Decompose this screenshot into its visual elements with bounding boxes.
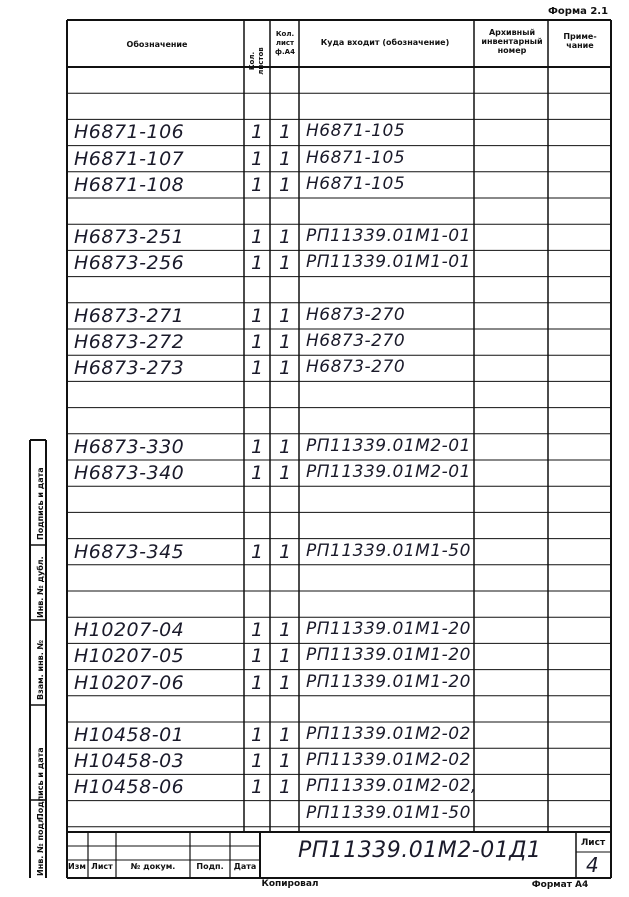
row-sheets-count: 1 (250, 540, 264, 563)
row-sheets-count: 1 (250, 121, 264, 144)
row-sheets-a4: 1 (278, 645, 292, 668)
row-where-used: РП11339.01М1-50 (306, 540, 471, 561)
row-sheets-a4: 1 (278, 121, 292, 144)
row-sheets-a4: 1 (278, 173, 292, 196)
row-sheets-a4: 1 (278, 750, 292, 773)
footer-format: Формат А4 (531, 880, 589, 890)
row-sheets-count: 1 (250, 173, 264, 196)
header-archive-no: Архивный инвентарный номер (481, 28, 543, 55)
row-where-used: Н6873-270 (306, 304, 406, 325)
row-designation: Н6873-340 (74, 462, 185, 484)
row-where-used: РП11339.01М1-20 (306, 645, 471, 666)
row-sheets-count: 1 (250, 435, 264, 458)
row-designation: Н10207-04 (74, 619, 185, 642)
row-where-used: РП11339.01М2-01 (306, 462, 471, 482)
row-sheets-a4: 1 (278, 435, 292, 458)
header-designation: Обозначение (126, 40, 188, 49)
row-sheets-count: 1 (250, 147, 264, 170)
side-label-sign-date-1: Подпись и дата (36, 467, 45, 540)
row-sheets-a4: 1 (278, 331, 292, 353)
stamp-list: Лист (91, 862, 113, 871)
stamp-sign: Подп. (196, 862, 224, 871)
row-where-used: РП11339.01М1-01 (306, 226, 471, 247)
header-note: Приме- чание (563, 32, 597, 50)
document-code: РП11339.01М2-01Д1 (298, 838, 542, 863)
row-sheets-count: 1 (250, 724, 264, 746)
stamp-date: Дата (233, 862, 257, 871)
row-where-used: РП11339.01М1-20 (306, 671, 471, 692)
row-sheets-a4: 1 (278, 357, 292, 380)
row-designation: Н10207-06 (74, 671, 185, 694)
row-designation: Н6873-271 (74, 304, 185, 327)
stamp-sheet-number: 4 (586, 853, 600, 877)
row-designation: Н6873-272 (74, 331, 185, 353)
header-sheets-count (248, 44, 266, 78)
row-sheets-count: 1 (250, 671, 264, 694)
row-sheets-count: 1 (250, 462, 264, 484)
row-sheets-count: 1 (250, 357, 264, 380)
row-sheets-count: 1 (250, 750, 264, 773)
row-sheets-count: 1 (250, 304, 264, 327)
stamp-izm: Изм (68, 862, 86, 871)
side-label-sign-date-2: Подпись и дата (36, 747, 45, 820)
row-where-used: Н6871-105 (306, 173, 406, 194)
row-designation: Н6873-330 (74, 435, 185, 458)
header-sheets-count-text: Кол. листов (248, 47, 265, 75)
row-designation: Н6871-108 (74, 173, 185, 196)
row-designation: Н10207-05 (74, 645, 185, 668)
row-designation: Н10458-03 (74, 750, 185, 773)
stamp-sheet-label: Лист (580, 838, 606, 848)
stamp-doc-no: № докум. (130, 862, 176, 871)
row-sheets-a4: 1 (278, 619, 292, 642)
row-sheets-a4: 1 (278, 252, 292, 275)
row-designation: Н6871-106 (74, 121, 185, 144)
row-sheets-count: 1 (250, 619, 264, 642)
row-designation: Н6873-251 (74, 226, 185, 249)
row-designation: Н6873-345 (74, 540, 185, 563)
row-where-used: РП11339.01М2-01 (306, 435, 471, 456)
row-where-used: РП11339.01М1-20 (306, 619, 471, 640)
row-sheets-count: 1 (250, 645, 264, 668)
row-sheets-a4: 1 (278, 540, 292, 563)
row-where-used: РП11339.01М2-02 (306, 750, 471, 771)
row-where-used: Н6871-105 (306, 121, 406, 142)
row-sheets-a4: 1 (278, 226, 292, 249)
row-designation: Н6873-256 (74, 252, 185, 275)
row-designation: Н10458-01 (74, 724, 185, 746)
row-where-used: РП11339.01М1-50 (306, 802, 471, 823)
footer-copied: Копировал (261, 879, 319, 889)
row-sheets-count: 1 (250, 331, 264, 353)
row-sheets-count: 1 (250, 776, 264, 799)
row-designation: Н6871-107 (74, 147, 185, 170)
header-where-used: Куда входит (обозначение) (320, 38, 450, 47)
row-sheets-count: 1 (250, 226, 264, 249)
row-sheets-a4: 1 (278, 304, 292, 327)
row-sheets-a4: 1 (278, 776, 292, 799)
row-designation: Н10458-06 (74, 776, 185, 799)
row-designation: Н6873-273 (74, 357, 185, 380)
side-label-inv-dubl: Инв. № дубл. (36, 556, 45, 618)
row-where-used: РП11339.01М2-02 (306, 724, 471, 744)
row-where-used: Н6873-270 (306, 331, 406, 351)
header-sheets-a4: Кол. лист ф.А4 (275, 30, 295, 56)
row-sheets-a4: 1 (278, 671, 292, 694)
form-label: Форма 2.1 (548, 6, 609, 17)
row-where-used: Н6873-270 (306, 357, 406, 378)
row-where-used: РП11339.01М1-01 (306, 252, 471, 273)
row-where-used: Н6871-105 (306, 147, 406, 168)
row-sheets-count: 1 (250, 252, 264, 275)
row-sheets-a4: 1 (278, 462, 292, 484)
row-where-used: РП11339.01М2-02, (306, 776, 477, 797)
row-sheets-a4: 1 (278, 147, 292, 170)
side-label-inv-podl: Инв. № подл. (36, 814, 45, 876)
row-sheets-a4: 1 (278, 724, 292, 746)
side-label-vzam-inv: Взам. инв. № (36, 639, 45, 700)
